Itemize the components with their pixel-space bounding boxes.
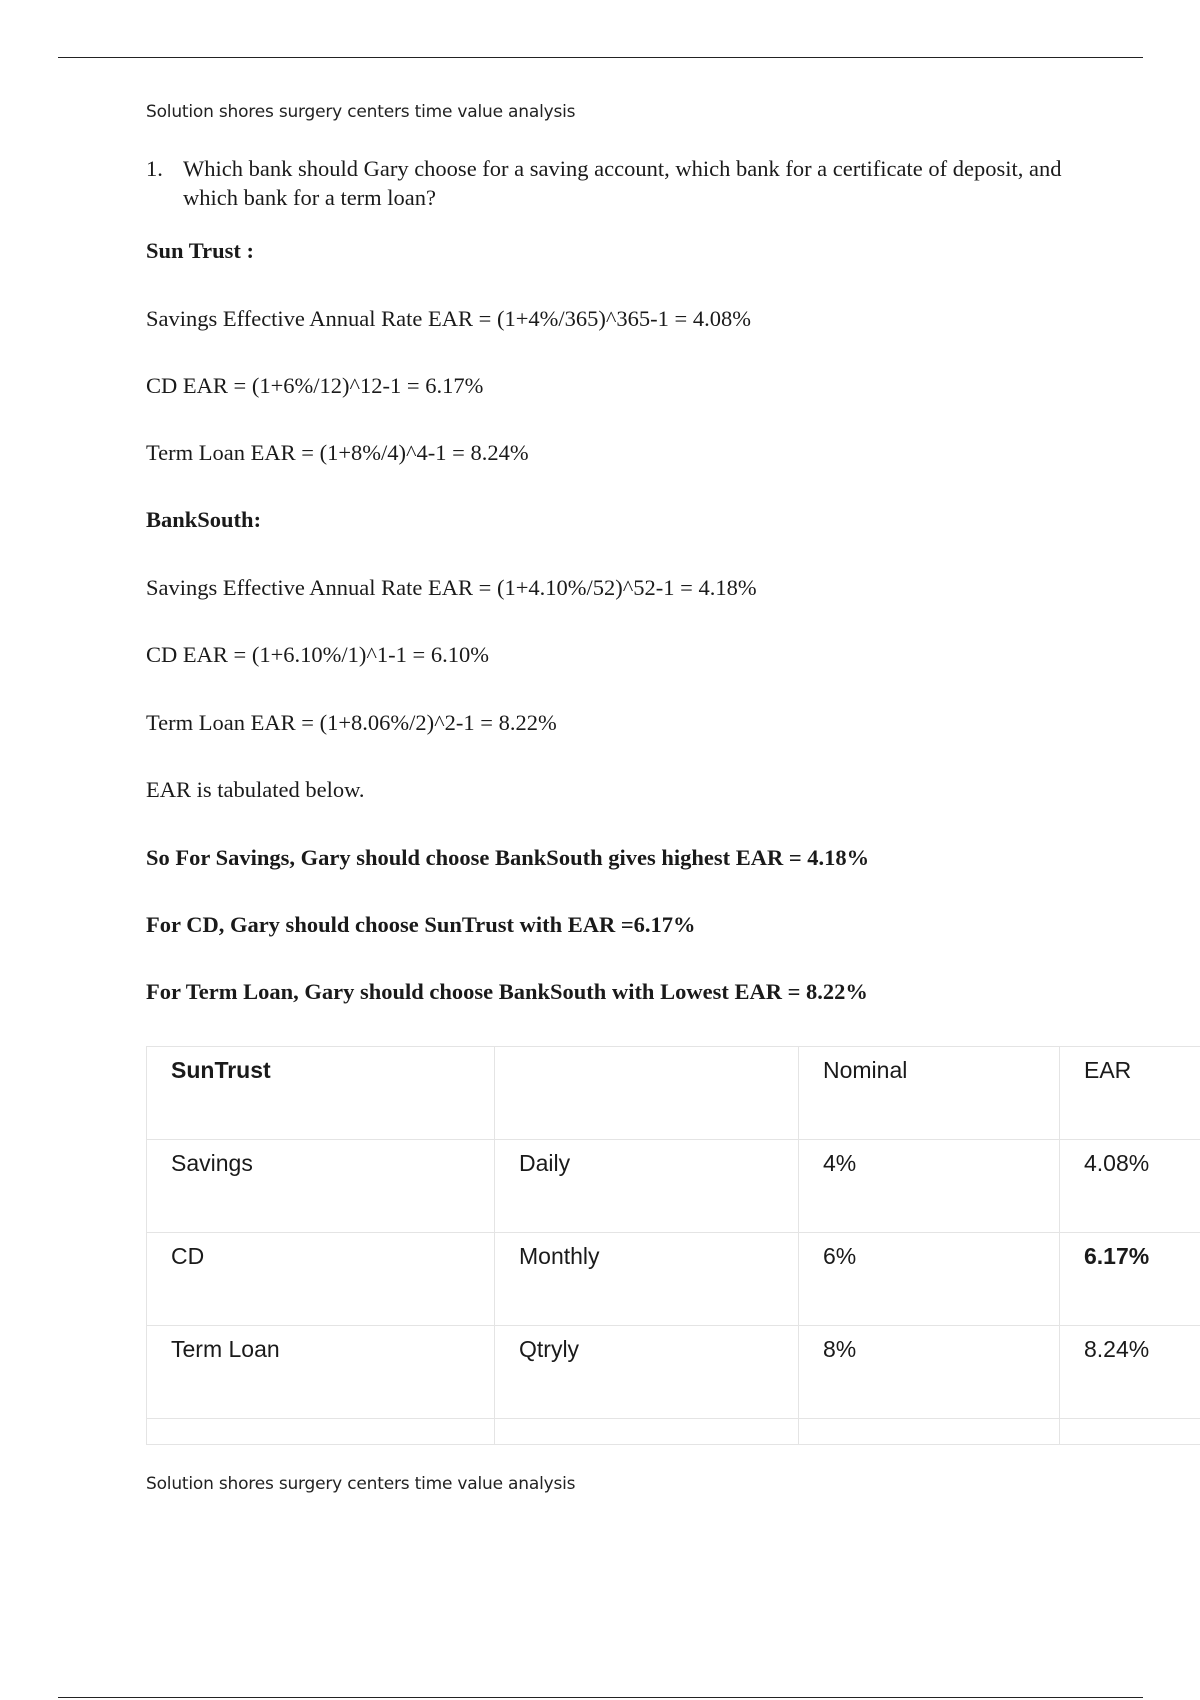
table-cell-product: Term Loan [147,1326,495,1419]
conclusion-cd: For CD, Gary should choose SunTrust with EAR =6.17% [146,912,696,937]
table-cell-ear: 4.08% [1060,1140,1200,1233]
suntrust-savings-formula: Savings Effective Annual Rate EAR = (1+4%/365)^365-1 = 4.08% [146,306,751,331]
table-row [147,1326,1200,1419]
banksouth-savings-formula: Savings Effective Annual Rate EAR = (1+4.10%/52)^52-1 = 4.18% [146,575,757,600]
table-header-bank: SunTrust [147,1047,495,1140]
table-cell-compounding: Monthly [495,1233,799,1326]
page-header: Solution shores surgery centers time value analysis [146,102,576,122]
top-rule [58,57,1143,58]
table-cell-nominal: 8% [799,1326,1060,1419]
table-header-ear: EAR [1060,1047,1200,1140]
suntrust-term-loan-formula: Term Loan EAR = (1+8%/4)^4-1 = 8.24% [146,440,529,465]
question-1 [146,154,1106,212]
conclusion-savings: So For Savings, Gary should choose BankSouth gives highest EAR = 4.18% [146,845,870,870]
banksouth-heading: BankSouth: [146,507,262,532]
table-cell-compounding: Qtryly [495,1326,799,1419]
table-row [147,1233,1200,1326]
table-cell-empty [1060,1419,1200,1445]
tabulated-note: EAR is tabulated below. [146,777,365,802]
table-cell-product: Savings [147,1140,495,1233]
table-cell-ear: 6.17% [1060,1233,1200,1326]
question-number: 1. [146,156,163,181]
question-text: Which bank should Gary choose for a saving account, which bank for a certificate of deposit, and which bank for a term loan? [183,156,1062,210]
table-cell-compounding: Daily [495,1140,799,1233]
table-row [147,1140,1200,1233]
table-cell-empty [799,1419,1060,1445]
table-header-blank [495,1047,799,1140]
bottom-rule [58,1697,1143,1698]
ear-table [146,1046,1200,1445]
table-header-row [147,1047,1200,1140]
table-cell-nominal: 4% [799,1140,1060,1233]
table-cell-nominal: 6% [799,1233,1060,1326]
page-footer: Solution shores surgery centers time value analysis [146,1474,576,1494]
table-cell-empty [147,1419,495,1445]
table-header-nominal: Nominal [799,1047,1060,1140]
banksouth-cd-formula: CD EAR = (1+6.10%/1)^1-1 = 6.10% [146,642,489,667]
table-cell-product: CD [147,1233,495,1326]
suntrust-heading: Sun Trust : [146,238,254,263]
conclusion-term-loan: For Term Loan, Gary should choose BankSouth with Lowest EAR = 8.22% [146,979,868,1004]
table-cell-ear: 8.24% [1060,1326,1200,1419]
suntrust-cd-formula: CD EAR = (1+6%/12)^12-1 = 6.17% [146,373,484,398]
table-cell-empty [495,1419,799,1445]
table-empty-row [147,1419,1200,1445]
banksouth-term-loan-formula: Term Loan EAR = (1+8.06%/2)^2-1 = 8.22% [146,710,557,735]
